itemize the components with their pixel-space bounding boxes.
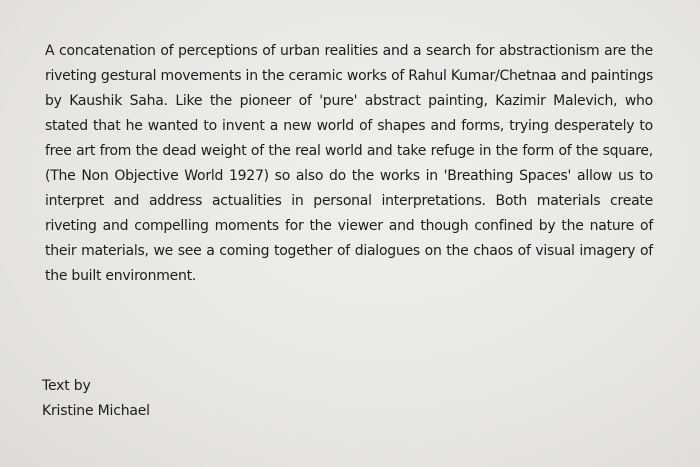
statement-line: interpret and address actualities in personal interpretations. Both materials create xyxy=(45,193,653,209)
statement-line: riveting gestural movements in the ceramic works of Rahul Kumar/Chetnaa and paintings xyxy=(45,68,653,84)
statement-line: free art from the dead weight of the real world and take refuge in the form of the square, xyxy=(45,143,653,159)
credit-author: Kristine Michael xyxy=(42,403,150,419)
credit-label: Text by xyxy=(42,378,91,394)
statement-line: A concatenation of perceptions of urban realities and a search for abstractionism are the xyxy=(45,43,653,59)
statement-line: their materials, we see a coming together of dialogues on the chaos of visual imagery of xyxy=(45,243,653,259)
statement-line: riveting and compelling moments for the viewer and though confined by the nature of xyxy=(45,218,653,234)
statement-line: stated that he wanted to invent a new world of shapes and forms, trying desperately to xyxy=(45,118,653,134)
statement-line: the built environment. xyxy=(45,268,197,284)
statement-line: by Kaushik Saha. Like the pioneer of 'pure' abstract painting, Kazimir Malevich, who xyxy=(45,93,653,109)
statement-line: (The Non Objective World 1927) so also do the works in 'Breathing Spaces' allow us to xyxy=(45,168,653,184)
